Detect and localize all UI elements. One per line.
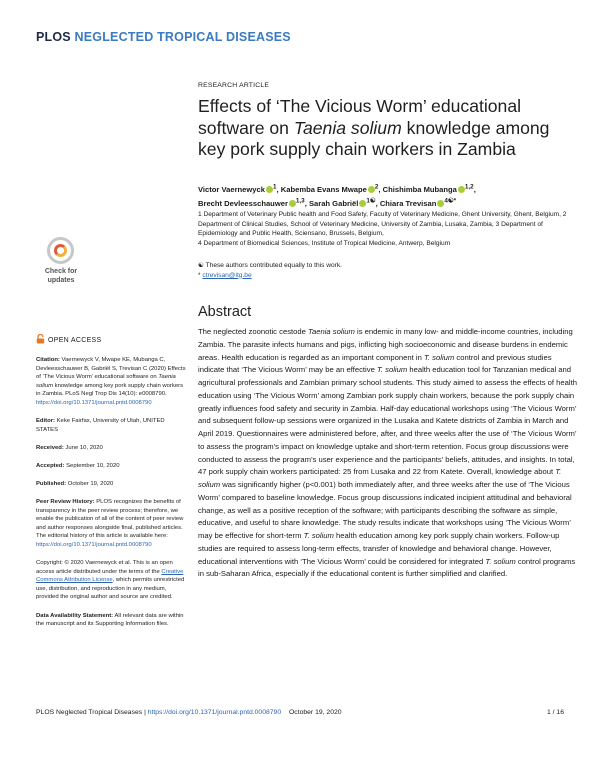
- author[interactable]: Chishimba Mubanga $^{1,2}$,: [382, 183, 476, 194]
- editor: Editor: Keke Fairfax, University of Utah, UNITED STATES: [36, 418, 165, 433]
- author[interactable]: Chiara Trevisan $^{4☯*}$: [379, 197, 457, 208]
- received-date: Received: June 10, 2020: [36, 444, 103, 451]
- author-list: [198, 181, 578, 209]
- check-updates-label: Check for updates: [44, 268, 78, 284]
- article-metadata-sidebar: [36, 356, 188, 638]
- page-number: 1 / 16: [546, 709, 564, 716]
- copyright: Copyright: © 2020 Vaernewyck et al. This is an open access article distributed under the terms of the Creative Commons Attribution License, which permits unrestricted use, distribution, and reproduction in any medium, provided the original author and source are credited.: [36, 560, 185, 601]
- published-date: Published: October 19, 2020: [36, 480, 114, 487]
- orcid-icon[interactable]: [266, 186, 273, 193]
- footer-separator: |: [144, 709, 146, 716]
- author[interactable]: Victor Vaernewyck $^1$,: [198, 183, 279, 194]
- footer-doi-link[interactable]: https://doi.org/10.1371/journal.pntd.0008790: [147, 709, 282, 716]
- correspondence: * ctrevisan@itg.be: [198, 271, 252, 279]
- article-type: RESEARCH ARTICLE: [198, 82, 270, 89]
- journal-name: NEGLECTED TROPICAL DISEASES: [74, 30, 291, 44]
- author[interactable]: Brecht Devleesschauwer $^{1,3}$,: [198, 197, 307, 208]
- article-title: [198, 96, 578, 161]
- accepted-date: Accepted: September 10, 2020: [36, 462, 120, 469]
- affiliation-text: 1 Department of Veterinary Public health and Food Safety, Faculty of Veterinary Medicine, Ghent University, Ghent, Belgium, 2 Department of Clinical Studies, School of Veterinary Medicine, University of Zambia, Lusaka, Zambia, 3 Department of Epidemiology and Public Health, Sciensano, Brussels, Belgium,: [198, 211, 567, 238]
- footer-date: October 19, 2020: [289, 709, 342, 716]
- journal-header: [36, 30, 291, 44]
- citation: Citation: Vaernewyck V, Mwape KE, Mubanga C, Devleesschauwer B, Gabriël S, Trevisan C (2020) Effects of ‘The Vicious Worm’ educational software on Taenia solium knowledge among key pork supply chain workers in Zambia. PLoS Negl Trop Dis 14(10): e0008790. https://doi.org/10.1371/journal.pntd.0008790: [36, 357, 186, 406]
- peer-review-link[interactable]: https://doi.org/10.1371/journal.pntd.0008790: [36, 542, 152, 548]
- affiliation-text: 4 Department of Biomedical Sciences, Institute of Tropical Medicine, Antwerp, Belgium: [198, 239, 451, 247]
- affiliations: [198, 210, 578, 248]
- orcid-icon[interactable]: [368, 186, 375, 193]
- footer-journal: PLOS Neglected Tropical Diseases: [36, 709, 143, 716]
- check-updates-icon: [47, 237, 74, 264]
- abstract-heading: Abstract: [198, 304, 252, 320]
- open-lock-icon: [36, 334, 45, 344]
- license-link[interactable]: Creative Commons Attribution License: [36, 568, 184, 584]
- peer-review-history: Peer Review History: PLOS recognizes the benefits of transparency in the peer review process; therefore, we enable the publication of all of the content of peer review and author responses alongside final, published articles. The editorial history of this article is available here: https://doi.org/10.1371/journal.pntd.0008790: [36, 499, 184, 548]
- title-italic: Taenia solium: [293, 117, 402, 138]
- abstract-body: The neglected zoonotic cestode Taenia solium is endemic in many low- and middle-income countries, including Zambia. The parasite infects humans and pigs, inflicting high socioeconomic and disease burdens in endemic areas. Health education is regarded as an important component in T. solium control and previous studies indicate that ‘The Vicious Worm’ may be an effective T. solium health education tool for Tanzanian medical and agricultural professionals and Zambian primary school students. This study aimed to assess the effects of health education using ‘The Vicious Worm’ among Zambian pork supply chain workers, because the pork supply chain greatly influences food safety and security in Zambia. Half-day educational workshops using ‘The Vicious Worm’ and subsequent follow-up sessions were organized in the Lusaka and Katete districts of Zambia in March and April 2019. Questionnaires were administered before, after, and three weeks after the use of ‘The Vicious Worm’ to assess the program’s impact on knowledge uptake and short-term retention. Focus group discussions were conducted to assess the program’s user experience and the participants’ beliefs, attitudes, and insights. In total, 47 pork supply chain workers participated: 25 from Lusaka and 22 from Katete. Overall, knowledge about T. solium was significantly higher (p<0.001) both immediately after, and three weeks after the use of ‘The Vicious Worm’ compared to baseline knowledge. Focus group discussions indicated incipient attitudinal and behavioral change, as well as a positive reception of the software; with participants describing the software as simple, educative, and useful to share knowledge. The study results indicate that workshops using ‘The Vicious Worm’ may be effective for short-term T. solium health education among key pork supply chain workers. Follow-up studies are required to assess long-term effects, transfer of knowledge and behavioral change. However, educational interventions with ‘The Vicious Worm’ could be considered for integrated T. solium control programs in sub-Saharan Africa, especially if the educational content is further simplified and clarified.: [198, 327, 577, 579]
- journal-prefix: PLOS: [36, 30, 71, 44]
- orcid-icon[interactable]: [458, 186, 465, 193]
- check-for-updates-badge[interactable]: [36, 237, 86, 289]
- citation-doi-link[interactable]: https://doi.org/10.1371/journal.pntd.0008790: [36, 399, 152, 406]
- equal-contribution-note: ☯ These authors contributed equally to this work.: [198, 262, 342, 269]
- title-part-1: Effects of ‘The Vicious Worm’ educational software on: [198, 96, 522, 138]
- author[interactable]: Sarah Gabriël $^{1☯}$,: [308, 197, 378, 208]
- email-link[interactable]: ctrevisan@itg.be: [202, 271, 252, 279]
- open-access-label: OPEN ACCESS: [36, 334, 101, 344]
- data-availability: Data Availability Statement: All relevant data are within the manuscript and its Supporting Information files.: [36, 612, 184, 628]
- title-part-2: knowledge among key pork supply chain workers in Zambia: [198, 117, 550, 159]
- orcid-icon[interactable]: [289, 200, 296, 207]
- page-footer: [36, 709, 564, 716]
- author[interactable]: Kabemba Evans Mwape $^2$,: [280, 183, 381, 194]
- author-notes: [198, 261, 578, 280]
